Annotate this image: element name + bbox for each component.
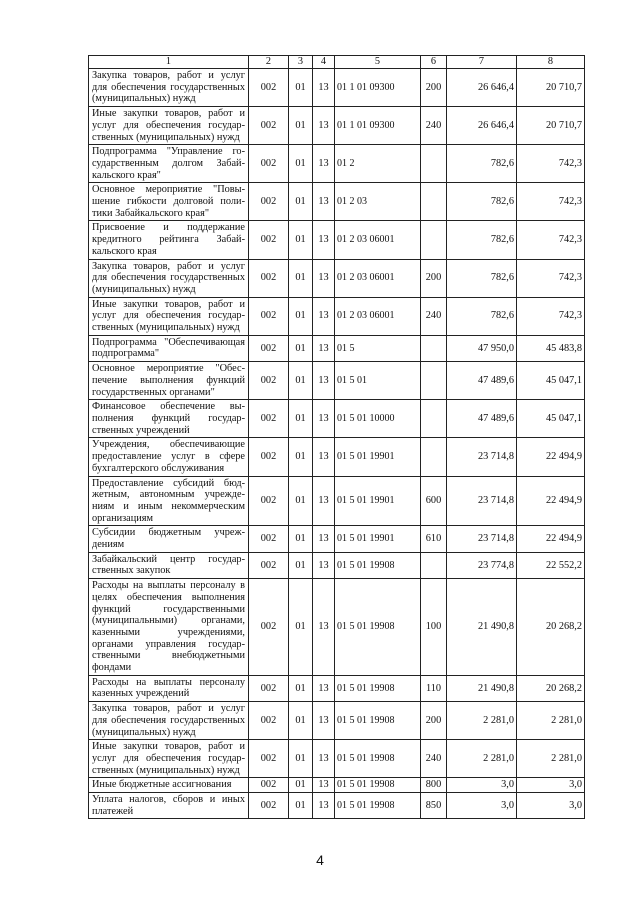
row-section-cell: 01 (289, 69, 313, 107)
row-subsection-cell: 13 (313, 362, 335, 400)
row-target-article-cell: 01 5 01 19908 (335, 740, 421, 778)
row-name-cell: Присвоение и поддержание кредитного рейтинга Забайкальского края (89, 221, 249, 259)
row-expense-type-cell (421, 552, 447, 578)
row-amount-year1-cell: 23 714,8 (447, 526, 517, 552)
row-name-cell: Иные закупки товаров, работ и услуг для обеспечения государственных (муниципальных) нужд (89, 107, 249, 145)
row-amount-year1-cell: 3,0 (447, 778, 517, 793)
row-chapter-cell: 002 (249, 221, 289, 259)
row-chapter-cell: 002 (249, 69, 289, 107)
table-row (89, 579, 585, 676)
row-subsection-cell: 13 (313, 675, 335, 701)
row-section-cell: 01 (289, 476, 313, 526)
row-name-cell: Расходы на выплаты персоналу в целях обеспечения выполнения функций государственными (муниципальными) органами, казенными учреждениями, органами управления государственными внебюджетными фондами (89, 579, 249, 676)
row-expense-type-cell: 200 (421, 259, 447, 297)
row-chapter-cell: 002 (249, 778, 289, 793)
row-name-cell: Закупка товаров, работ и услуг для обеспечения государственных (муниципальных) нужд (89, 702, 249, 740)
header-cell-4: 4 (313, 56, 335, 69)
row-section-cell: 01 (289, 438, 313, 476)
row-name-cell: Подпрограмма "Управление государственным долгом Забайкальского края" (89, 145, 249, 183)
row-amount-year1-cell: 47 950,0 (447, 335, 517, 361)
row-name-cell: Подпрограмма "Обеспечивающая подпрограмма" (89, 335, 249, 361)
row-section-cell: 01 (289, 793, 313, 819)
table-row (89, 69, 585, 107)
header-cell-7: 7 (447, 56, 517, 69)
row-chapter-cell: 002 (249, 702, 289, 740)
row-section-cell: 01 (289, 107, 313, 145)
row-expense-type-cell (421, 335, 447, 361)
row-name-cell: Иные бюджетные ассигнования (89, 778, 249, 793)
row-amount-year1-cell: 23 714,8 (447, 476, 517, 526)
row-amount-year2-cell: 20 268,2 (517, 579, 585, 676)
row-amount-year2-cell: 2 281,0 (517, 740, 585, 778)
row-target-article-cell: 01 2 03 (335, 183, 421, 221)
row-target-article-cell: 01 5 01 19908 (335, 778, 421, 793)
row-amount-year1-cell: 2 281,0 (447, 740, 517, 778)
row-target-article-cell: 01 5 01 19908 (335, 793, 421, 819)
row-expense-type-cell: 610 (421, 526, 447, 552)
row-expense-type-cell: 200 (421, 69, 447, 107)
row-chapter-cell: 002 (249, 552, 289, 578)
row-expense-type-cell (421, 221, 447, 259)
row-target-article-cell: 01 2 03 06001 (335, 259, 421, 297)
row-amount-year1-cell: 23 714,8 (447, 438, 517, 476)
row-expense-type-cell: 240 (421, 107, 447, 145)
row-chapter-cell: 002 (249, 740, 289, 778)
table-row (89, 702, 585, 740)
row-amount-year2-cell: 22 552,2 (517, 552, 585, 578)
row-amount-year1-cell: 26 646,4 (447, 107, 517, 145)
row-name-cell: Иные закупки товаров, работ и услуг для обеспечения государственных (муниципальных) нужд (89, 740, 249, 778)
row-expense-type-cell: 240 (421, 740, 447, 778)
table-row (89, 297, 585, 335)
row-amount-year2-cell: 742,3 (517, 221, 585, 259)
row-section-cell: 01 (289, 221, 313, 259)
row-target-article-cell: 01 5 01 19901 (335, 526, 421, 552)
row-target-article-cell: 01 5 01 (335, 362, 421, 400)
row-name-cell: Субсидии бюджетным учреждениям (89, 526, 249, 552)
row-amount-year2-cell: 742,3 (517, 297, 585, 335)
row-chapter-cell: 002 (249, 145, 289, 183)
row-amount-year2-cell: 20 268,2 (517, 675, 585, 701)
row-amount-year2-cell: 742,3 (517, 183, 585, 221)
row-section-cell: 01 (289, 579, 313, 676)
row-subsection-cell: 13 (313, 297, 335, 335)
table-row (89, 675, 585, 701)
row-amount-year2-cell: 45 483,8 (517, 335, 585, 361)
row-subsection-cell: 13 (313, 259, 335, 297)
row-amount-year2-cell: 45 047,1 (517, 362, 585, 400)
table-row (89, 183, 585, 221)
row-target-article-cell: 01 5 01 19908 (335, 702, 421, 740)
row-amount-year2-cell: 3,0 (517, 793, 585, 819)
row-target-article-cell: 01 5 01 19901 (335, 476, 421, 526)
row-expense-type-cell (421, 145, 447, 183)
row-expense-type-cell (421, 183, 447, 221)
budget-table-container (88, 55, 584, 819)
row-amount-year1-cell: 21 490,8 (447, 675, 517, 701)
table-row (89, 259, 585, 297)
row-subsection-cell: 13 (313, 778, 335, 793)
row-name-cell: Забайкальский центр государственных закупок (89, 552, 249, 578)
row-chapter-cell: 002 (249, 362, 289, 400)
row-expense-type-cell: 600 (421, 476, 447, 526)
row-target-article-cell: 01 5 01 19908 (335, 579, 421, 676)
table-row (89, 362, 585, 400)
row-amount-year1-cell: 21 490,8 (447, 579, 517, 676)
row-subsection-cell: 13 (313, 400, 335, 438)
row-amount-year2-cell: 742,3 (517, 145, 585, 183)
row-amount-year2-cell: 45 047,1 (517, 400, 585, 438)
row-amount-year1-cell: 782,6 (447, 145, 517, 183)
row-amount-year2-cell: 742,3 (517, 259, 585, 297)
row-chapter-cell: 002 (249, 335, 289, 361)
row-subsection-cell: 13 (313, 552, 335, 578)
row-amount-year2-cell: 2 281,0 (517, 702, 585, 740)
row-section-cell: 01 (289, 259, 313, 297)
row-amount-year2-cell: 20 710,7 (517, 107, 585, 145)
table-row (89, 107, 585, 145)
row-amount-year1-cell: 782,6 (447, 297, 517, 335)
table-row (89, 476, 585, 526)
row-target-article-cell: 01 2 03 06001 (335, 297, 421, 335)
row-name-cell: Закупка товаров, работ и услуг для обеспечения государственных (муниципальных) нужд (89, 69, 249, 107)
row-chapter-cell: 002 (249, 793, 289, 819)
row-target-article-cell: 01 2 (335, 145, 421, 183)
row-expense-type-cell: 200 (421, 702, 447, 740)
header-row (89, 56, 585, 69)
table-row (89, 335, 585, 361)
row-section-cell: 01 (289, 778, 313, 793)
row-amount-year2-cell: 20 710,7 (517, 69, 585, 107)
row-section-cell: 01 (289, 675, 313, 701)
row-expense-type-cell: 240 (421, 297, 447, 335)
header-cell-3: 3 (289, 56, 313, 69)
row-section-cell: 01 (289, 740, 313, 778)
table-row (89, 740, 585, 778)
row-name-cell: Предоставление субсидий бюджетным, автономным учреждениям и иным некоммерческим организациям (89, 476, 249, 526)
row-expense-type-cell (421, 438, 447, 476)
row-name-cell: Уплата налогов, сборов и иных платежей (89, 793, 249, 819)
row-expense-type-cell: 100 (421, 579, 447, 676)
row-name-cell: Иные закупки товаров, работ и услуг для обеспечения государственных (муниципальных) нужд (89, 297, 249, 335)
row-expense-type-cell: 800 (421, 778, 447, 793)
row-amount-year1-cell: 782,6 (447, 259, 517, 297)
row-subsection-cell: 13 (313, 107, 335, 145)
row-subsection-cell: 13 (313, 221, 335, 259)
row-amount-year2-cell: 22 494,9 (517, 438, 585, 476)
row-chapter-cell: 002 (249, 107, 289, 145)
row-subsection-cell: 13 (313, 69, 335, 107)
row-target-article-cell: 01 5 (335, 335, 421, 361)
table-row (89, 438, 585, 476)
row-section-cell: 01 (289, 526, 313, 552)
row-name-cell: Расходы на выплаты персоналу казенных учреждений (89, 675, 249, 701)
table-row (89, 221, 585, 259)
row-name-cell: Закупка товаров, работ и услуг для обеспечения государственных (муниципальных) нужд (89, 259, 249, 297)
row-amount-year2-cell: 22 494,9 (517, 476, 585, 526)
table-row (89, 526, 585, 552)
row-expense-type-cell: 110 (421, 675, 447, 701)
header-cell-1: 1 (89, 56, 249, 69)
row-amount-year1-cell: 47 489,6 (447, 400, 517, 438)
row-chapter-cell: 002 (249, 183, 289, 221)
header-cell-8: 8 (517, 56, 585, 69)
row-section-cell: 01 (289, 297, 313, 335)
row-chapter-cell: 002 (249, 675, 289, 701)
row-chapter-cell: 002 (249, 297, 289, 335)
row-section-cell: 01 (289, 552, 313, 578)
row-subsection-cell: 13 (313, 183, 335, 221)
row-expense-type-cell (421, 362, 447, 400)
row-subsection-cell: 13 (313, 740, 335, 778)
header-cell-6: 6 (421, 56, 447, 69)
row-section-cell: 01 (289, 145, 313, 183)
row-subsection-cell: 13 (313, 526, 335, 552)
row-chapter-cell: 002 (249, 476, 289, 526)
row-subsection-cell: 13 (313, 793, 335, 819)
row-section-cell: 01 (289, 400, 313, 438)
row-section-cell: 01 (289, 702, 313, 740)
row-expense-type-cell: 850 (421, 793, 447, 819)
row-amount-year1-cell: 23 774,8 (447, 552, 517, 578)
row-subsection-cell: 13 (313, 579, 335, 676)
row-target-article-cell: 01 2 03 06001 (335, 221, 421, 259)
row-chapter-cell: 002 (249, 579, 289, 676)
row-target-article-cell: 01 1 01 09300 (335, 107, 421, 145)
row-chapter-cell: 002 (249, 400, 289, 438)
row-section-cell: 01 (289, 183, 313, 221)
row-chapter-cell: 002 (249, 259, 289, 297)
table-row (89, 793, 585, 819)
row-chapter-cell: 002 (249, 526, 289, 552)
row-target-article-cell: 01 5 01 19901 (335, 438, 421, 476)
row-target-article-cell: 01 1 01 09300 (335, 69, 421, 107)
row-amount-year1-cell: 2 281,0 (447, 702, 517, 740)
row-target-article-cell: 01 5 01 10000 (335, 400, 421, 438)
table-row (89, 400, 585, 438)
row-amount-year1-cell: 782,6 (447, 183, 517, 221)
row-amount-year1-cell: 3,0 (447, 793, 517, 819)
row-subsection-cell: 13 (313, 335, 335, 361)
row-section-cell: 01 (289, 362, 313, 400)
row-target-article-cell: 01 5 01 19908 (335, 675, 421, 701)
table-row (89, 552, 585, 578)
row-amount-year2-cell: 3,0 (517, 778, 585, 793)
header-cell-2: 2 (249, 56, 289, 69)
row-target-article-cell: 01 5 01 19908 (335, 552, 421, 578)
row-chapter-cell: 002 (249, 438, 289, 476)
row-name-cell: Учреждения, обеспечивающие предоставление услуг в сфере бухгалтерского обслуживания (89, 438, 249, 476)
row-amount-year1-cell: 782,6 (447, 221, 517, 259)
row-subsection-cell: 13 (313, 702, 335, 740)
row-section-cell: 01 (289, 335, 313, 361)
row-amount-year2-cell: 22 494,9 (517, 526, 585, 552)
row-name-cell: Основное мероприятие "Повышение гибкости долговой политики Забайкальского края" (89, 183, 249, 221)
table-row (89, 145, 585, 183)
page-number: 4 (316, 852, 324, 868)
row-subsection-cell: 13 (313, 145, 335, 183)
row-amount-year1-cell: 47 489,6 (447, 362, 517, 400)
row-expense-type-cell (421, 400, 447, 438)
budget-table (88, 55, 585, 819)
row-amount-year1-cell: 26 646,4 (447, 69, 517, 107)
row-subsection-cell: 13 (313, 476, 335, 526)
row-subsection-cell: 13 (313, 438, 335, 476)
row-name-cell: Финансовое обеспечение выполнения функций государственных учреждений (89, 400, 249, 438)
header-cell-5: 5 (335, 56, 421, 69)
table-row (89, 778, 585, 793)
row-name-cell: Основное мероприятие "Обеспечение выполнения функций государственных органами" (89, 362, 249, 400)
